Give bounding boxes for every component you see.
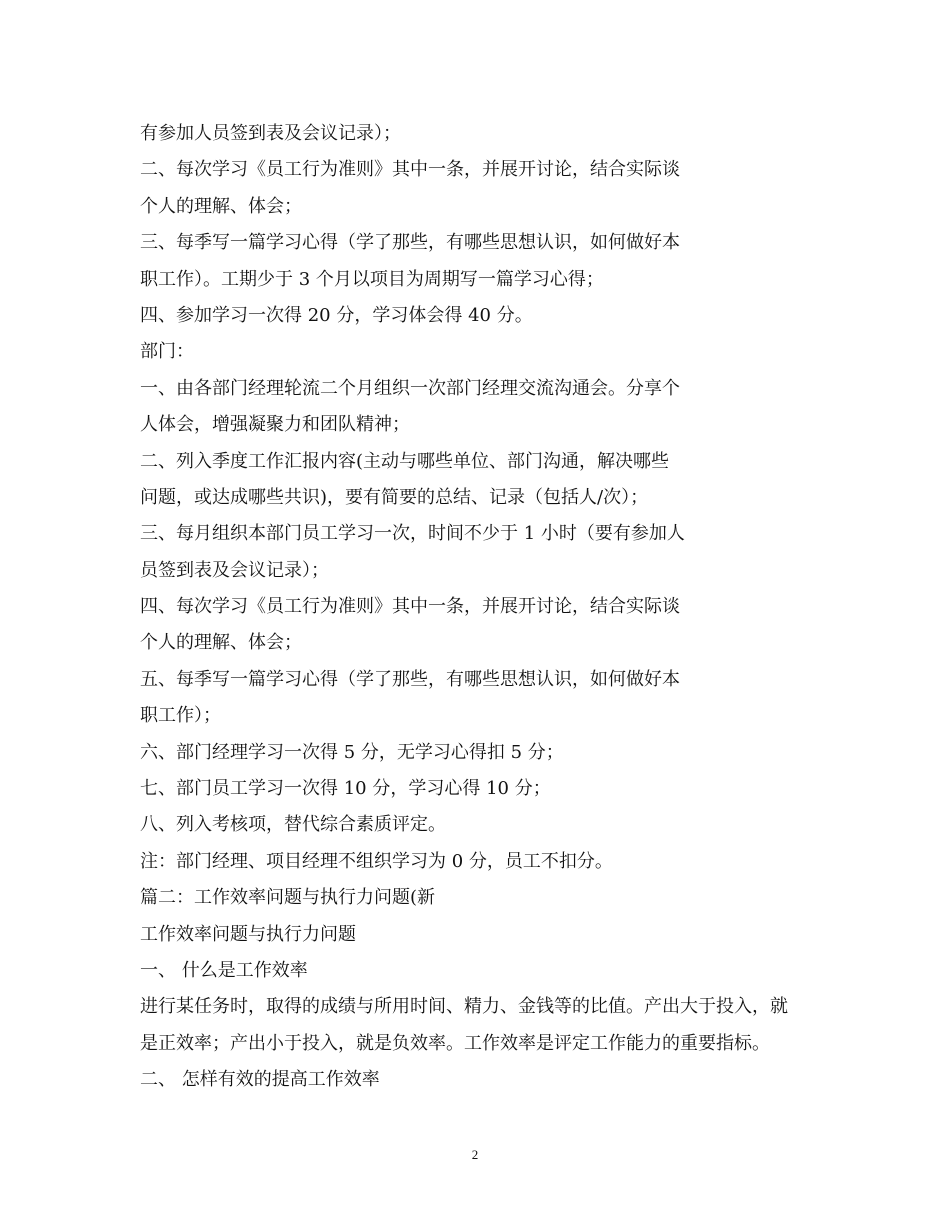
text-line: 四、参加学习一次得 20 分，学习体会得 40 分。 [140,304,533,326]
text-line: 是正效率；产出小于投入，就是负效率。工作效率是评定工作能力的重要指标。 [140,1032,770,1054]
text-line: 职工作）。工期少于 3 个月以项目为周期写一篇学习心得； [140,268,604,290]
text-line: 问题，或达成哪些共识)，要有简要的总结、记录（包括人/次）； [140,486,649,508]
text-line: 注：部门经理、项目经理不组织学习为 0 分，员工不扣分。 [140,850,613,872]
section-heading: 一、 什么是工作效率 [140,959,308,981]
text-line: 二、列入季度工作汇报内容(主动与哪些单位、部门沟通，解决哪些 [140,450,670,472]
text-line: 八、列入考核项，替代综合素质评定。 [140,814,446,836]
section-heading: 二、 怎样有效的提高工作效率 [140,1069,380,1091]
text-line: 人体会，增强凝聚力和团队精神； [140,414,410,436]
text-line: 二、每次学习《员工行为准则》其中一条，并展开讨论，结合实际谈 [140,159,680,181]
text-line: 员签到表及会议记录）； [140,559,329,581]
text-line: 五、每季写一篇学习心得（学了那些，有哪些思想认识，如何做好本 [140,668,680,690]
text-line: 六、部门经理学习一次得 5 分，无学习心得扣 5 分； [140,741,564,763]
document-body [140,116,830,1099]
text-line: 一、由各部门经理轮流二个月组织一次部门经理交流沟通会。分享个 [140,377,680,399]
text-line: 有参加人员签到表及会议记录）； [140,123,401,144]
text-line: 进行某任务时，取得的成绩与所用时间、精力、金钱等的比值。产出大于投入，就 [140,996,788,1018]
text-line: 三、每月组织本部门员工学习一次，时间不少于 1 小时（要有参加人 [140,523,685,545]
text-line: 个人的理解、体会； [140,195,302,217]
section-heading: 篇二：工作效率问题与执行力问题(新 [140,887,436,909]
text-line: 个人的理解、体会； [140,632,302,654]
text-line: 七、部门员工学习一次得 10 分，学习心得 10 分； [140,778,551,800]
section-heading: 部门： [140,341,194,363]
text-line: 职工作）； [140,705,221,727]
section-heading: 工作效率问题与执行力问题 [140,923,356,945]
text-line: 三、每季写一篇学习心得（学了那些，有哪些思想认识，如何做好本 [140,232,680,254]
page-number: 2 [471,1147,479,1162]
text-line: 四、每次学习《员工行为准则》其中一条，并展开讨论，结合实际谈 [140,596,680,618]
